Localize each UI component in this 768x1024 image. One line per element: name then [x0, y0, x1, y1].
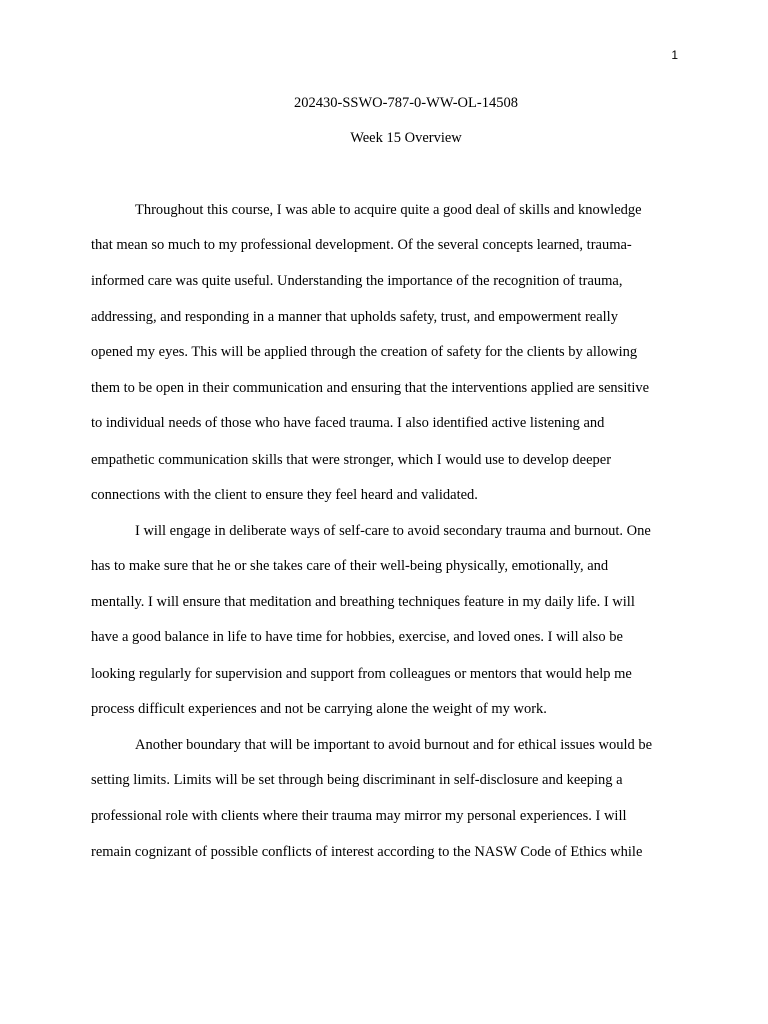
text-line: mentally. I will ensure that meditation and breathing techniques feature in my daily life. I will	[91, 594, 635, 610]
text-line: remain cognizant of possible conflicts of interest according to the NASW Code of Ethics while	[91, 844, 643, 860]
text-line: to individual needs of those who have faced trauma. I also identified active listening and	[91, 415, 605, 431]
text-line: has to make sure that he or she takes care of their well-being physically, emotionally, and	[91, 558, 609, 574]
text-line: looking regularly for supervision and support from colleagues or mentors that would help me	[91, 666, 632, 682]
text-line: professional role with clients where their trauma may mirror my personal experiences. I will	[91, 808, 627, 824]
page-number: 1	[671, 48, 678, 62]
text-line: setting limits. Limits will be set through being discriminant in self-disclosure and keeping a	[91, 772, 623, 788]
text-line: that mean so much to my professional development. Of the several concepts learned, trauma-	[91, 237, 632, 253]
course-id: 202430-SSWO-787-0-WW-OL-14508	[294, 95, 518, 111]
document-title: Week 15 Overview	[350, 130, 462, 146]
text-line: them to be open in their communication and ensuring that the interventions applied are sensitive	[91, 380, 650, 396]
text-line: informed care was quite useful. Understanding the importance of the recognition of trauma,	[91, 273, 623, 289]
text-line: I will engage in deliberate ways of self-care to avoid secondary trauma and burnout. One	[135, 523, 651, 539]
text-line: Another boundary that will be important to avoid burnout and for ethical issues would be	[135, 737, 653, 753]
text-line: opened my eyes. This will be applied through the creation of safety for the clients by allowing	[91, 344, 638, 360]
text-line: empathetic communication skills that were stronger, which I would use to develop deeper	[91, 452, 612, 468]
text-line: connections with the client to ensure they feel heard and validated.	[91, 487, 478, 503]
text-line: Throughout this course, I was able to acquire quite a good deal of skills and knowledge	[135, 202, 642, 218]
text-line: addressing, and responding in a manner that upholds safety, trust, and empowerment really	[91, 309, 618, 325]
text-line: process difficult experiences and not be carrying alone the weight of my work.	[91, 701, 547, 717]
text-line: have a good balance in life to have time for hobbies, exercise, and loved ones. I will also be	[91, 629, 623, 645]
